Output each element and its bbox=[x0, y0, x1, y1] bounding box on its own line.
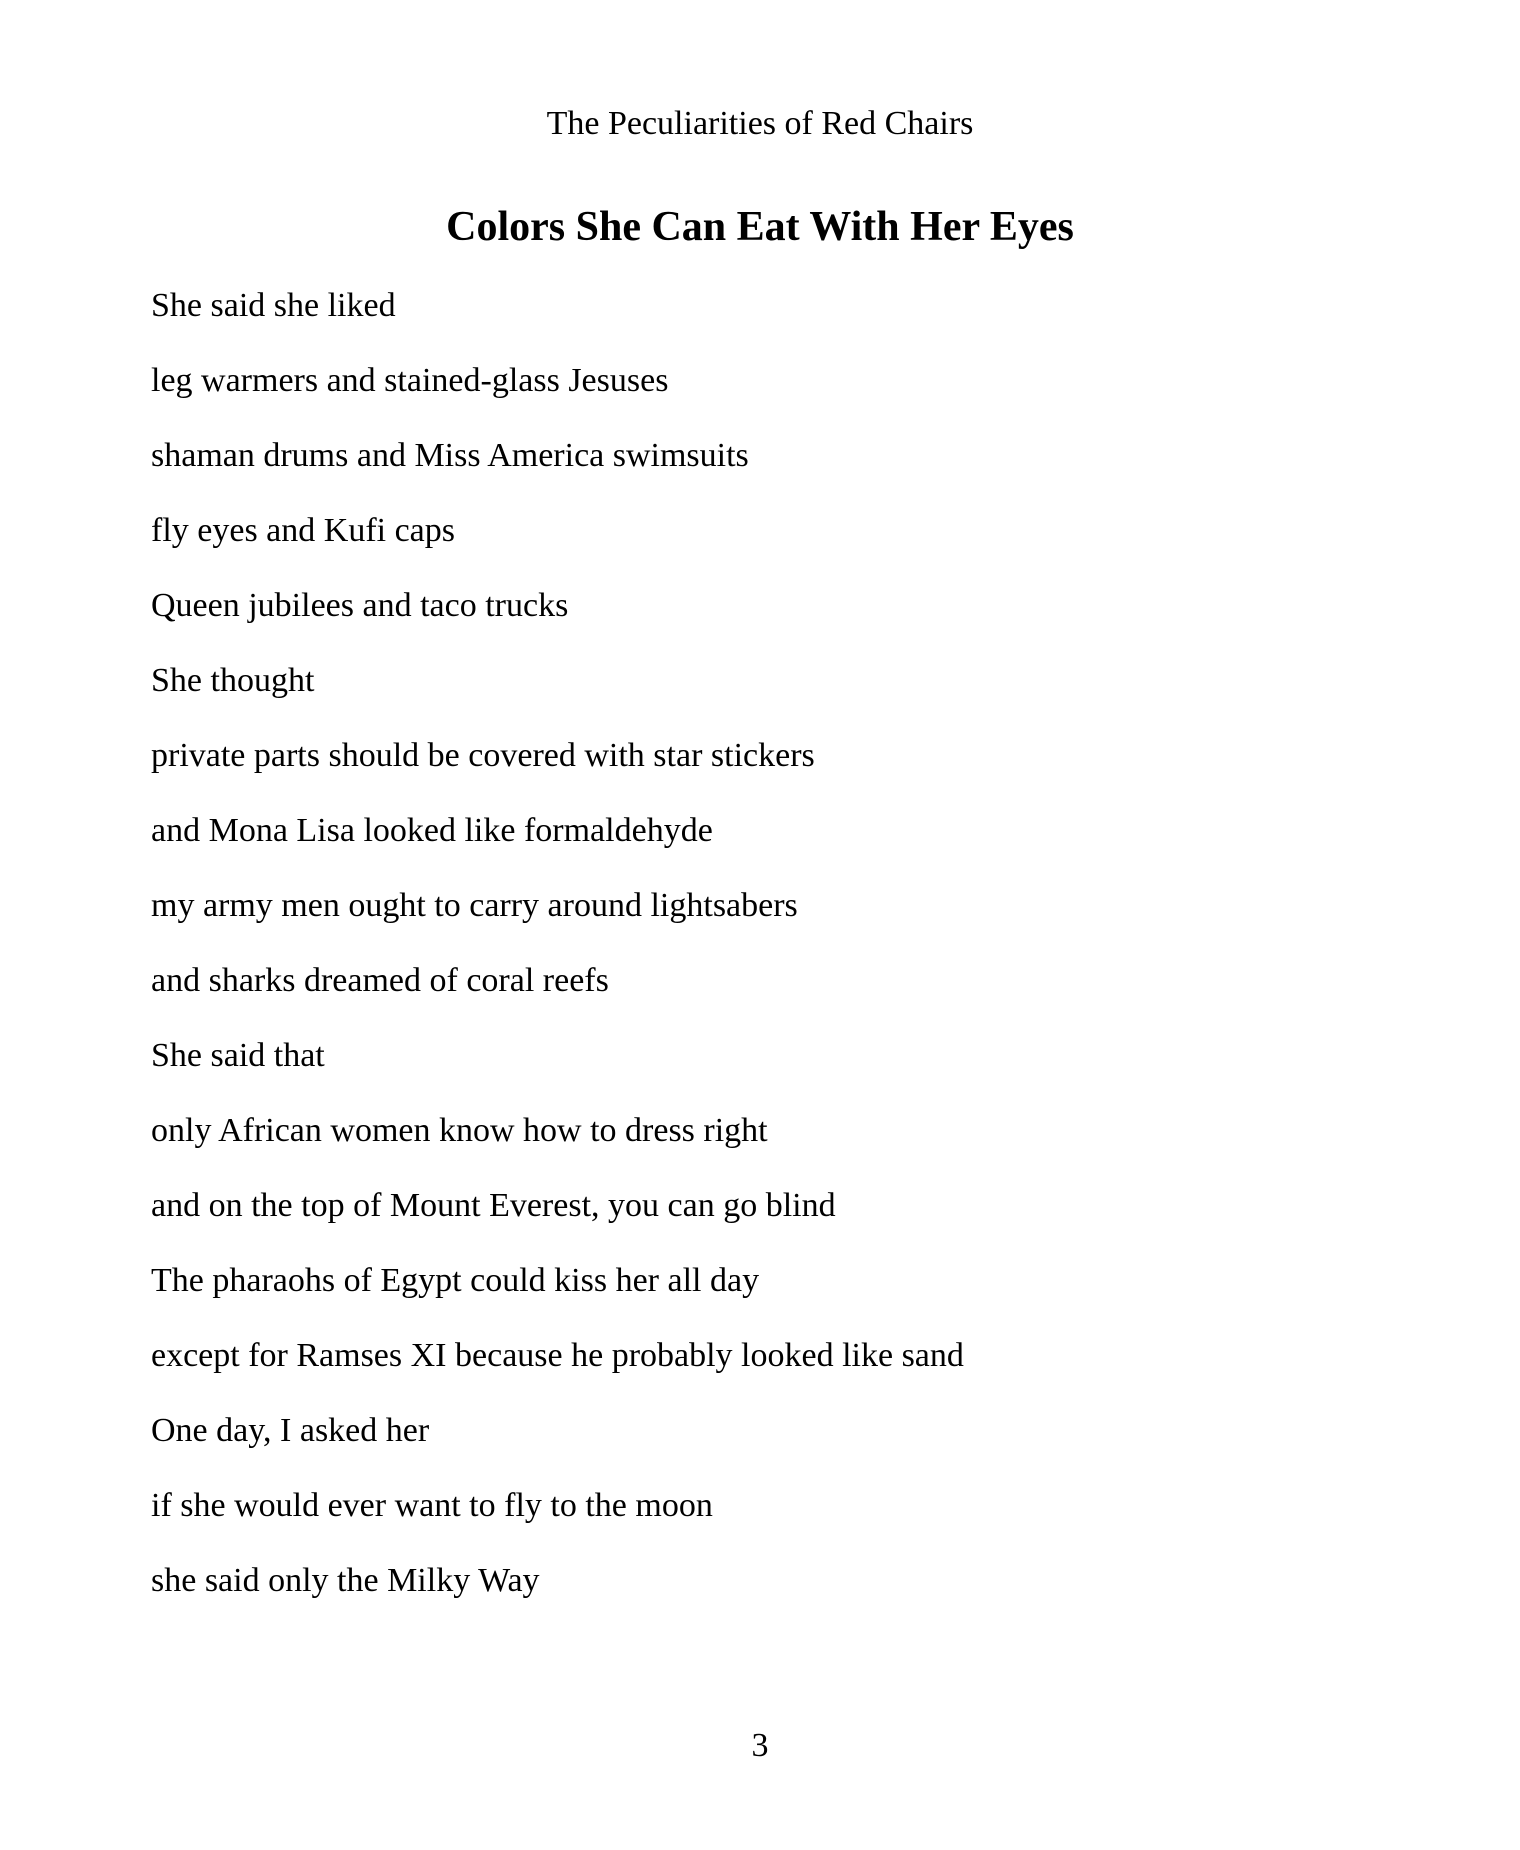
poem-line: She said she liked bbox=[151, 287, 396, 324]
poem-line: and Mona Lisa looked like formaldehyde bbox=[151, 812, 713, 849]
poem-line: The pharaohs of Egypt could kiss her all day bbox=[151, 1262, 760, 1299]
poem-title: Colors She Can Eat With Her Eyes bbox=[446, 204, 1074, 250]
poem-line: she said only the Milky Way bbox=[151, 1562, 540, 1599]
poem-line: only African women know how to dress right bbox=[151, 1112, 768, 1149]
poem-line: except for Ramses XI because he probably looked like sand bbox=[151, 1337, 964, 1374]
poem-line: private parts should be covered with star stickers bbox=[151, 737, 815, 774]
running-header: The Peculiarities of Red Chairs bbox=[546, 105, 974, 142]
poem-line: Queen jubilees and taco trucks bbox=[151, 587, 569, 624]
poem-line: and on the top of Mount Everest, you can go blind bbox=[151, 1187, 836, 1224]
poem-line: my army men ought to carry around lightsabers bbox=[151, 887, 798, 924]
poem-line: She said that bbox=[151, 1037, 325, 1074]
poem-body bbox=[151, 286, 1371, 1636]
poem-line: if she would ever want to fly to the moon bbox=[151, 1487, 713, 1524]
poem-line: shaman drums and Miss America swimsuits bbox=[151, 437, 749, 474]
page-number: 3 bbox=[751, 1727, 769, 1764]
poem-line: and sharks dreamed of coral reefs bbox=[151, 962, 609, 999]
poem-line: One day, I asked her bbox=[151, 1412, 430, 1449]
poem-line: leg warmers and stained-glass Jesuses bbox=[151, 362, 669, 399]
poem-line: fly eyes and Kufi caps bbox=[151, 512, 456, 549]
poem-line: She thought bbox=[151, 662, 315, 699]
